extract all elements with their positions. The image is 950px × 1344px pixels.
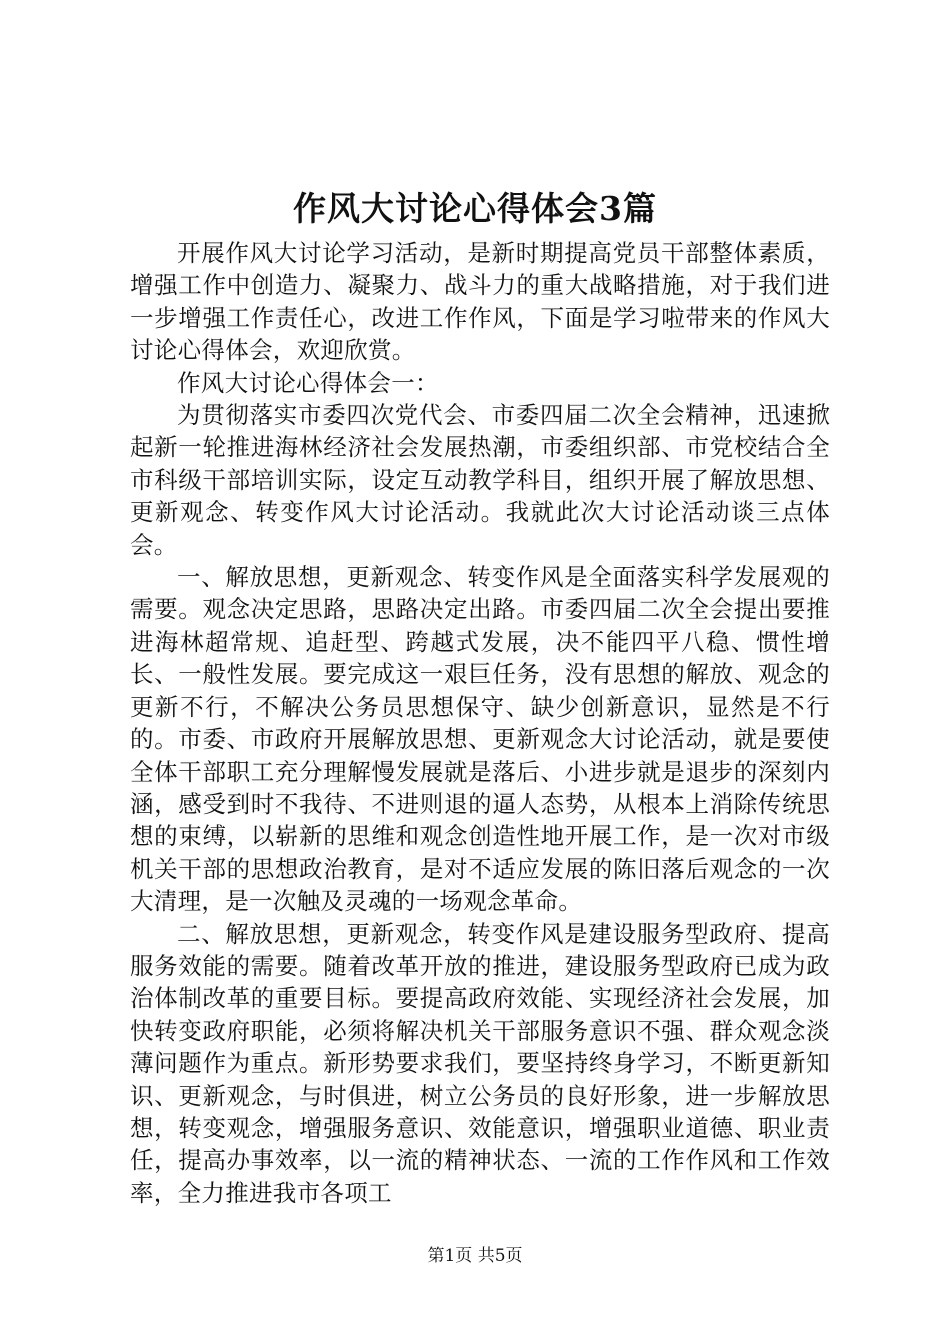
document-title: 作风大讨论心得体会3篇 bbox=[293, 189, 657, 228]
section-heading: 作风大讨论心得体会一： bbox=[177, 368, 439, 397]
paragraph-point-one: 一、解放思想，更新观念、转变作风是全面落实科学发展观的需要。观念决定思路，思路决定出路。市委四届二次全会提出要推进海林超常规、追赶型、跨越式发展，决不能四平八稳、惯性增长、一般性发展。要完成这一艰巨任务，没有思想的解放、观念的更新不行，不解决公务员思想保守、缺少创新意识，显然是不行的。市委、市政府开展解放思想、更新观念大讨论活动，就是要使全体干部职工充分理解慢发展就是落后、小进步就是退步的深刻内涵，感受到时不我待、不进则退的逼人态势，从根本上消除传统思想的束缚，以崭新的思维和观念创造性地开展工作，是一次对市级机关干部的思想政治教育，是对不适应发展的陈旧落后观念的一次大清理，是一次触及灵魂的一场观念革命。 bbox=[130, 563, 830, 916]
paragraph-background: 为贯彻落实市委四次党代会、市委四届二次全会精神，迅速掀起新一轮推进海林经济社会发展热潮，市委组织部、市党校结合全市科级干部培训实际，设定互动教学科目，组织开展了解放思想、更新观念、转变作风大讨论活动。我就此次大讨论活动谈三点体会。 bbox=[130, 401, 830, 559]
paragraph-intro: 开展作风大讨论学习活动，是新时期提高党员干部整体素质，增强工作中创造力、凝聚力、战斗力的重大战略措施，对于我们进一步增强工作责任心，改进工作作风，下面是学习啦带来的作风大讨论心得体会，欢迎欣赏。 bbox=[130, 239, 830, 365]
page-number-footer: 第1页 共5页 bbox=[427, 1246, 523, 1266]
paragraph-point-two: 二、解放思想，更新观念，转变作风是建设服务型政府、提高服务效能的需要。随着改革开放的推进，建设服务型政府已成为政治体制改革的重要目标。要提高政府效能、实现经济社会发展，加快转变政府职能，必须将解决机关干部服务意识不强、群众观念淡薄问题作为重点。新形势要求我们，要坚持终身学习，不断更新知识、更新观念，与时俱进，树立公务员的良好形象，进一步解放思想，转变观念，增强服务意识、效能意识，增强职业道德、职业责任，提高办事效率，以一流的精神状态、一流的工作作风和工作效率，全力推进我市各项工 bbox=[130, 919, 830, 1207]
document-body bbox=[130, 237, 830, 1209]
